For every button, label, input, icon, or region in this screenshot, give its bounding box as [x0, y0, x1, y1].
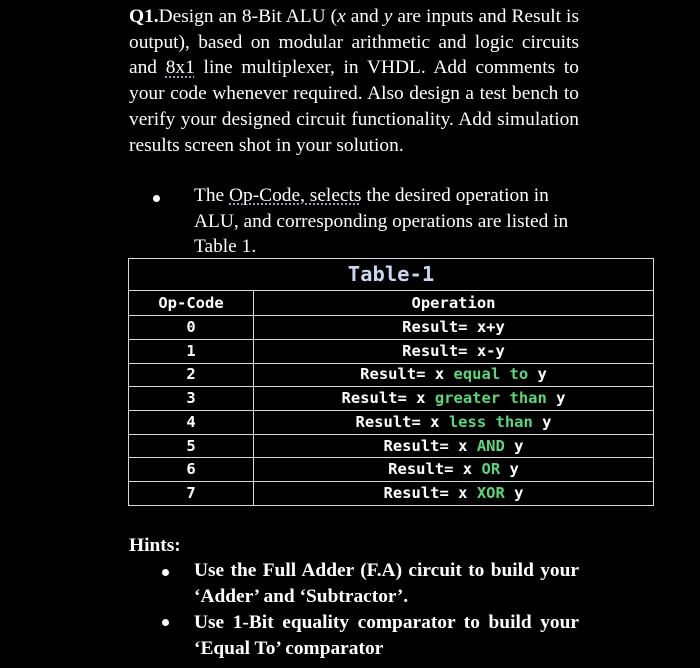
operation-text: y — [528, 365, 547, 384]
var-y: y — [383, 6, 393, 27]
operation-text: Result= x — [341, 389, 435, 408]
opcode-cell: 0 — [129, 316, 254, 340]
hints-label: Hints: — [129, 535, 181, 556]
opcode-bullet — [194, 183, 574, 260]
opcode-cell: 7 — [129, 482, 254, 506]
operation-cell — [254, 363, 654, 387]
opcode-table — [128, 258, 654, 506]
operation-keyword: greater than — [434, 389, 547, 408]
operation-cell — [254, 482, 654, 506]
operation-keyword: equal to — [453, 365, 529, 384]
operation-text: y — [546, 389, 566, 408]
table-title: Table-1 — [129, 259, 654, 291]
operation-cell — [254, 339, 654, 363]
operation-keyword: XOR — [476, 484, 505, 503]
operation-text: Result= x-y — [402, 341, 505, 360]
col-header-operation: Operation — [254, 291, 654, 316]
bullet-icon — [162, 619, 169, 626]
operation-cell — [254, 411, 654, 435]
opcode-cell: 5 — [129, 434, 254, 458]
table-row — [129, 363, 654, 387]
opcode-cell: 1 — [129, 339, 254, 363]
operation-cell — [254, 434, 654, 458]
operation-text: Result= x — [360, 365, 454, 384]
operation-text: y — [504, 436, 524, 455]
hints-list — [194, 558, 579, 662]
operation-text: Result= x — [388, 460, 482, 479]
operation-text: Result= x — [355, 412, 449, 431]
opcode-cell: 2 — [129, 363, 254, 387]
bullet-text: The — [194, 185, 229, 206]
operation-text: Result= x+y — [402, 318, 505, 337]
opcode-cell: 4 — [129, 411, 254, 435]
hint-item: Use the Full Adder (F.A) circuit to build your ‘Adder’ and ‘Subtractor’. — [194, 560, 579, 607]
table-row — [129, 387, 654, 411]
bullet-underlined: Op-Code, selects — [229, 185, 362, 206]
operation-text: Result= x — [383, 436, 477, 455]
table-row — [129, 339, 654, 363]
mux-size: 8x1 — [165, 57, 195, 79]
operation-keyword: less than — [448, 412, 533, 431]
operation-keyword: AND — [476, 436, 505, 455]
table-row — [129, 316, 654, 340]
opcode-cell: 6 — [129, 458, 254, 482]
operation-cell — [254, 316, 654, 340]
table-row — [129, 482, 654, 506]
question-text: are inputs and Result is output), based on modular arithmetic and logic circuits and — [129, 6, 579, 79]
bullet-icon — [162, 569, 169, 576]
table-row — [129, 434, 654, 458]
bullet-text: the desired operation in ALU, and corresponding operations are listed in Table 1. — [194, 185, 569, 258]
table-row — [129, 458, 654, 482]
question-text: Design an 8-Bit ALU ( — [158, 6, 338, 27]
table-row — [129, 411, 654, 435]
operation-cell — [254, 387, 654, 411]
var-x: x — [337, 6, 346, 27]
hint-item: Use 1-Bit equality comparator to build your ‘Equal To’ comparator — [194, 612, 579, 659]
operation-cell — [254, 458, 654, 482]
question-text: and — [345, 6, 384, 27]
operation-text: y — [532, 412, 552, 431]
operation-text: Result= x — [383, 484, 477, 503]
question-number: Q1. — [129, 6, 159, 27]
question-paragraph — [129, 4, 579, 158]
opcode-cell: 3 — [129, 387, 254, 411]
col-header-opcode: Op-Code — [129, 291, 254, 316]
bullet-icon — [153, 195, 160, 202]
operation-text: y — [500, 460, 519, 479]
operation-text: y — [504, 484, 524, 503]
operation-keyword: OR — [481, 460, 501, 479]
question-text: line multiplexer, in VHDL. Add comments to your code whenever required. Also design a test bench to verify your designed circuit functionality. Add simulation results screen shot in your solution. — [129, 57, 579, 156]
